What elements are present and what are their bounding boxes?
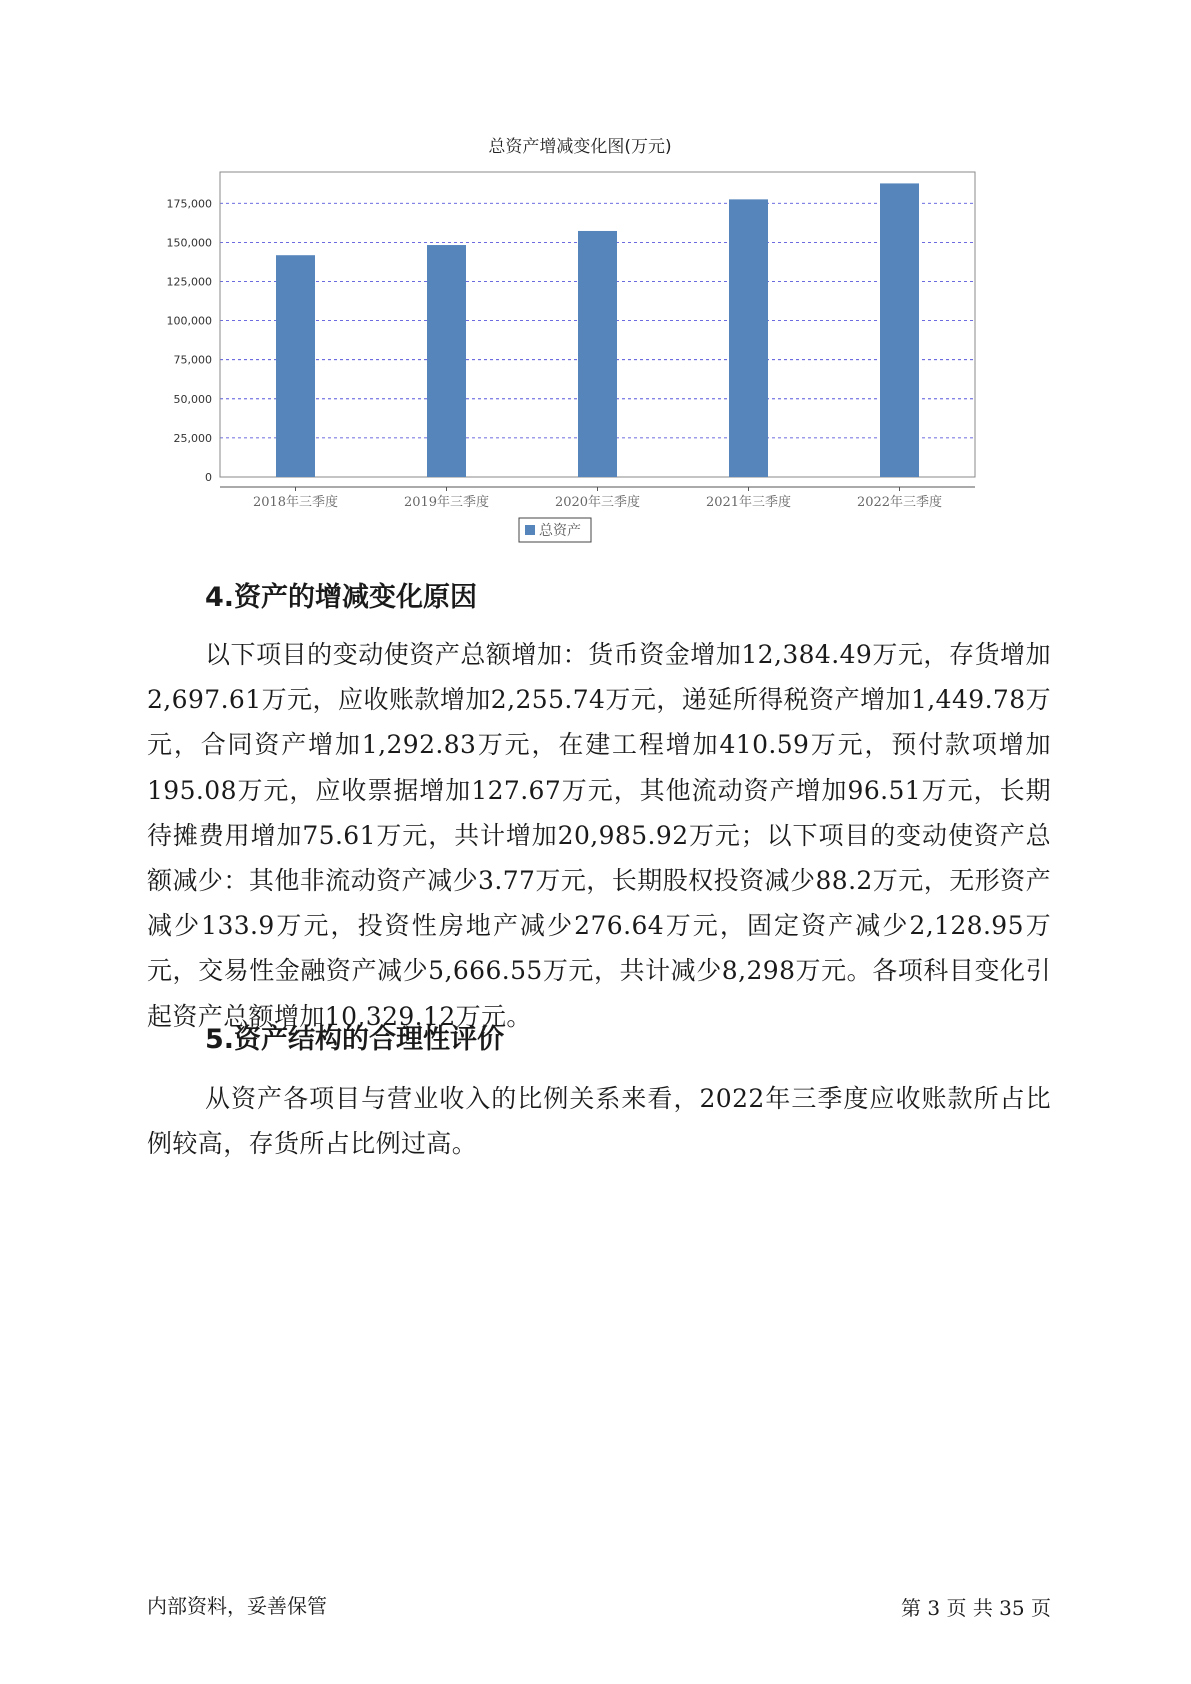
y-tick-label: 150,000 xyxy=(166,236,212,250)
x-axis-ticks xyxy=(253,487,942,510)
footer-confidential-note: 内部资料，妥善保管 xyxy=(147,1594,327,1618)
y-tick-label: 50,000 xyxy=(173,392,212,406)
legend-label: 总资产 xyxy=(539,523,581,539)
section5-heading: 5.资产结构的合理性评价 xyxy=(205,1024,505,1055)
bar xyxy=(276,255,315,477)
total-assets-chart xyxy=(140,130,1020,600)
chart-svg xyxy=(140,130,1020,600)
y-axis-ticks xyxy=(167,197,213,484)
section4-paragraph: 以下项目的变动使资产总额增加：货币资金增加12,384.49万元，存货增加2,697.61万元，应收账款增加2,255.74万元，递延所得税资产增加1,449.78万元，合同资产增加1,292.83万元，在建工程增加410.59万元，预付款项增加195.08万元，应收票据增加127.67万元，其他流动资产增加96.51万元，长期待摊费用增加75.61万元，共计增加20,985.92万元；以下项目的变动使资产总额减少：其他非流动资产减少3.77万元，长期股权投资减少88.2万元，无形资产减少133.9万元，投资性房地产减少276.64万元，固定资产减少2,128.95万元，交易性金融资产减少5,666.55万元，共计减少8,298万元。各项科目变化引起资产总额增加10,329.12万元。 xyxy=(147,640,1051,1031)
x-tick-label: 2020年三季度 xyxy=(554,495,641,510)
x-tick-label: 2022年三季度 xyxy=(856,495,943,510)
bar xyxy=(578,231,617,477)
y-tick-label: 100,000 xyxy=(166,314,212,328)
y-tick-label: 175,000 xyxy=(166,197,212,211)
chart-legend xyxy=(519,518,591,542)
y-tick-label: 0 xyxy=(205,471,212,484)
y-tick-label: 125,000 xyxy=(166,275,212,289)
x-tick-label: 2021年三季度 xyxy=(705,495,792,510)
footer-page-number: 第 3 页 共 35 页 xyxy=(901,1596,1051,1620)
y-tick-label: 25,000 xyxy=(173,431,212,445)
legend-swatch xyxy=(525,525,535,535)
y-tick-label: 75,000 xyxy=(173,353,212,367)
bar xyxy=(729,199,768,477)
bars xyxy=(276,183,919,477)
x-tick-label: 2019年三季度 xyxy=(403,495,490,510)
x-tick-label: 2018年三季度 xyxy=(252,495,339,510)
bar xyxy=(880,183,919,477)
bar xyxy=(427,245,466,477)
section5-paragraph: 从资产各项目与营业收入的比例关系来看，2022年三季度应收账款所占比例较高，存货所占比例过高。 xyxy=(147,1084,1051,1159)
chart-title: 总资产增减变化图(万元) xyxy=(488,137,672,157)
section4-heading: 4.资产的增减变化原因 xyxy=(205,582,478,613)
